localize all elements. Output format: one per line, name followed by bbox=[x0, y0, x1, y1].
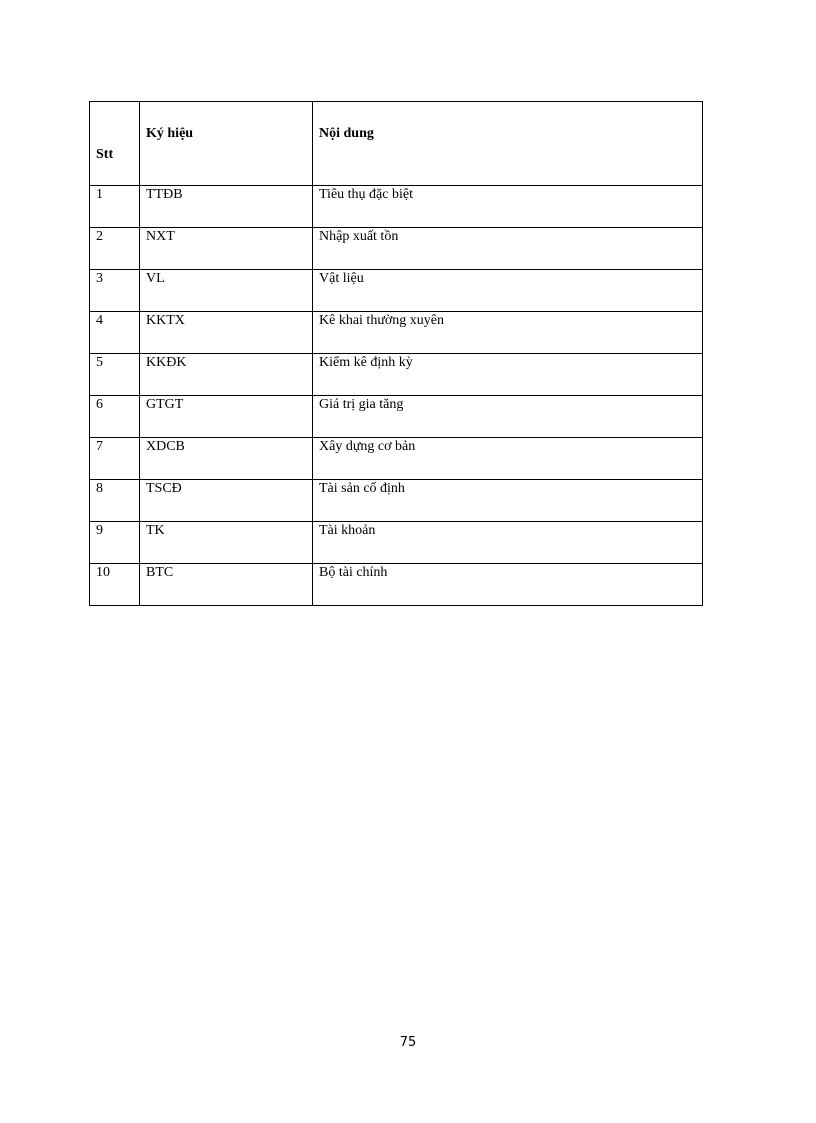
cell-content: Bộ tài chính bbox=[313, 564, 703, 606]
cell-stt: 2 bbox=[90, 228, 140, 270]
cell-stt: 1 bbox=[90, 186, 140, 228]
abbreviation-table bbox=[89, 101, 703, 606]
cell-content: Tiêu thụ đặc biệt bbox=[313, 186, 703, 228]
cell-content: Nhập xuất tồn bbox=[313, 228, 703, 270]
table-row bbox=[90, 228, 703, 270]
table-row bbox=[90, 186, 703, 228]
column-header-symbol: Ký hiệu bbox=[140, 102, 313, 186]
cell-content: Giá trị gia tăng bbox=[313, 396, 703, 438]
cell-symbol: KKTX bbox=[140, 312, 313, 354]
cell-stt: 6 bbox=[90, 396, 140, 438]
cell-symbol: TSCĐ bbox=[140, 480, 313, 522]
cell-content: Kiểm kê định kỳ bbox=[313, 354, 703, 396]
cell-symbol: TK bbox=[140, 522, 313, 564]
table-row bbox=[90, 438, 703, 480]
cell-symbol: VL bbox=[140, 270, 313, 312]
column-header-stt: Stt bbox=[90, 102, 140, 186]
table-row bbox=[90, 396, 703, 438]
column-header-content: Nội dung bbox=[313, 102, 703, 186]
cell-stt: 10 bbox=[90, 564, 140, 606]
table-header-row bbox=[90, 102, 703, 186]
cell-symbol: XDCB bbox=[140, 438, 313, 480]
cell-stt: 9 bbox=[90, 522, 140, 564]
cell-symbol: TTĐB bbox=[140, 186, 313, 228]
table-row bbox=[90, 564, 703, 606]
table-row bbox=[90, 354, 703, 396]
cell-stt: 4 bbox=[90, 312, 140, 354]
cell-stt: 5 bbox=[90, 354, 140, 396]
page-number: 75 bbox=[399, 1035, 417, 1050]
cell-stt: 3 bbox=[90, 270, 140, 312]
cell-symbol: NXT bbox=[140, 228, 313, 270]
cell-content: Vật liệu bbox=[313, 270, 703, 312]
cell-symbol: KKĐK bbox=[140, 354, 313, 396]
cell-stt: 8 bbox=[90, 480, 140, 522]
table-row bbox=[90, 480, 703, 522]
cell-content: Xây dựng cơ bản bbox=[313, 438, 703, 480]
cell-content: Kê khai thường xuyên bbox=[313, 312, 703, 354]
table-row bbox=[90, 270, 703, 312]
cell-content: Tài khoản bbox=[313, 522, 703, 564]
cell-stt: 7 bbox=[90, 438, 140, 480]
cell-symbol: GTGT bbox=[140, 396, 313, 438]
cell-content: Tài sản cố định bbox=[313, 480, 703, 522]
table-row bbox=[90, 312, 703, 354]
cell-symbol: BTC bbox=[140, 564, 313, 606]
table-row bbox=[90, 522, 703, 564]
